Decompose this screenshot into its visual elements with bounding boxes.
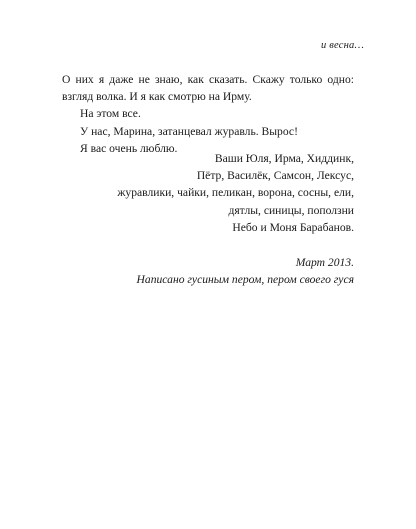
paragraph: У нас, Марина, затанцевал журавль. Вырос! — [80, 124, 298, 138]
letter-body — [62, 71, 354, 157]
signature-line: Ваши Юля, Ирма, Хиддинк, — [214, 152, 354, 165]
running-head: и весна… — [320, 40, 364, 51]
signature-line: журавлики, чайки, пеликан, ворона, сосны, ели, — [117, 186, 354, 200]
paragraph: О них я даже не знаю, как сказать. Скажу только одно: взгляд волка. И я как смотрю на Ирму. — [62, 73, 354, 104]
written-with-note: Написано гусиным пером, пером своего гуся — [136, 273, 354, 287]
signature-line: дятлы, синицы, поползни — [228, 203, 354, 217]
signature-block — [94, 150, 354, 236]
closing-note — [74, 254, 354, 288]
signature-line: Пётр, Василёк, Самсон, Лексус, — [196, 169, 354, 183]
date-line: Март 2013. — [295, 256, 354, 269]
paragraph: На этом все. — [80, 107, 141, 121]
signature-line: Небо и Моня Барабанов. — [232, 220, 354, 234]
paragraph: Я вас очень люблю. — [80, 141, 178, 155]
